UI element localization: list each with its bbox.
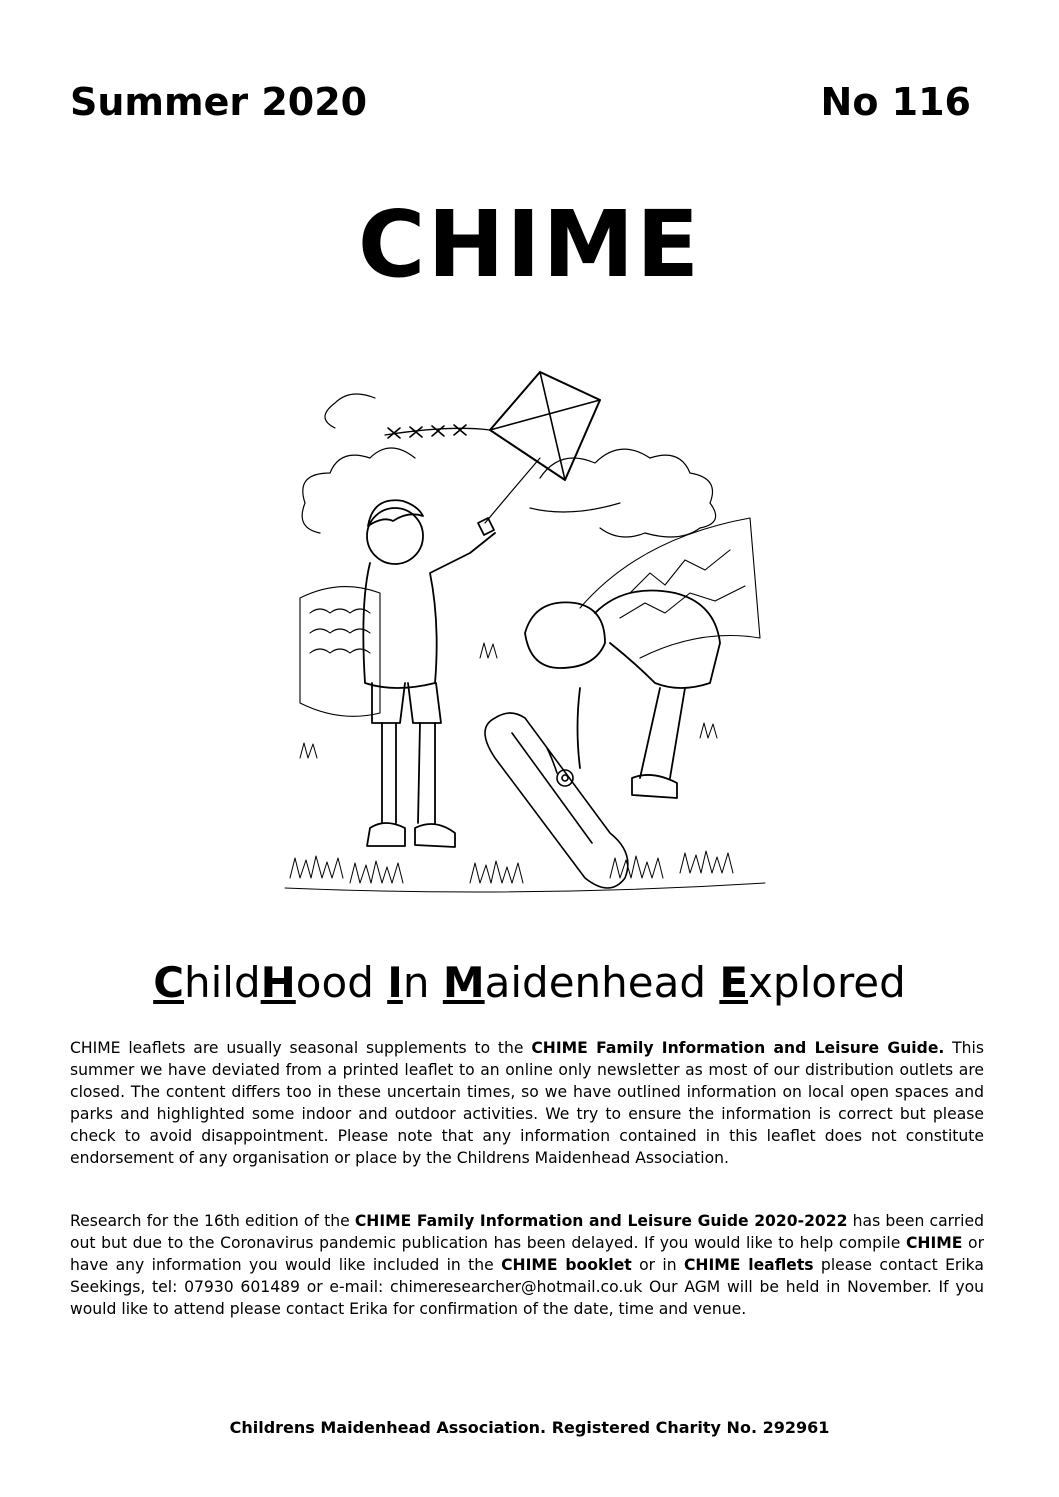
tagline-word-part: aidenhead (484, 958, 720, 1007)
kite-children-illustration (280, 358, 770, 903)
tagline-word-part: xplored (748, 958, 906, 1007)
intro-paragraph (70, 1037, 984, 1169)
research-text: or in (631, 1256, 684, 1274)
research-text: please contact Erika Seekings, tel: 07930 601489 or e-mail: chimeresearcher@hotmail.co.uk Our AGM will be held in November. If you would like to attend please contact Erika for confirmation of the date, time and venue. (70, 1256, 984, 1318)
issue-season: Summer 2020 (70, 80, 368, 124)
guide-title-bold: CHIME Family Information and Leisure Guide. (531, 1039, 945, 1057)
kite-tail-bows (388, 425, 466, 438)
boy (363, 500, 495, 847)
issue-number: No 116 (820, 80, 971, 124)
tagline-initial: H (260, 958, 296, 1007)
tagline-word-part: ood (295, 958, 388, 1007)
tagline-word-part: n (402, 958, 443, 1007)
guide-edition-bold: CHIME Family Information and Leisure Guide 2020-2022 (354, 1212, 848, 1230)
tagline-initial: I (387, 958, 403, 1007)
intro-text: This summer we have deviated from a printed leaflet to an online only newsletter as most of our distribution outlets are closed. The content differs too in these uncertain times, so we have outlined information on local open spaces and parks and highlighted some indoor and outdoor activities. We try to ensure the information is correct but please check to avoid disappointment. Please note that any information contained in this leaflet does not constitute endorsement of any organisation or place by the Childrens Maidenhead Association. (70, 1039, 985, 1167)
cloud-left (302, 394, 415, 533)
chime-leaflets-bold: CHIME leaflets (683, 1256, 814, 1274)
research-paragraph (70, 1210, 984, 1320)
tagline-word-part: hild (184, 958, 261, 1007)
cloud-right (530, 449, 716, 537)
chime-booklet-bold: CHIME booklet (501, 1256, 632, 1274)
research-text: or have any information you would like included in the (70, 1234, 984, 1274)
research-text: has been carried out but due to the Coronavirus pandemic publication has been delayed. If you would like to help compile (70, 1212, 984, 1252)
log-with-snail (485, 713, 628, 888)
tagline-initial: M (442, 958, 485, 1007)
masthead-title: CHIME (357, 191, 702, 298)
research-text: Research for the 16th edition of the (70, 1212, 355, 1230)
grass (285, 643, 765, 892)
charity-footer: Childrens Maidenhead Association. Registered Charity No. 292961 (229, 1418, 830, 1437)
tagline (0, 955, 1059, 1011)
tagline-initial: C (153, 958, 185, 1007)
intro-text: CHIME leaflets are usually seasonal supplements to the (70, 1039, 532, 1057)
chime-bold: CHIME (905, 1234, 963, 1252)
tagline-initial: E (719, 958, 749, 1007)
kite (385, 372, 600, 523)
